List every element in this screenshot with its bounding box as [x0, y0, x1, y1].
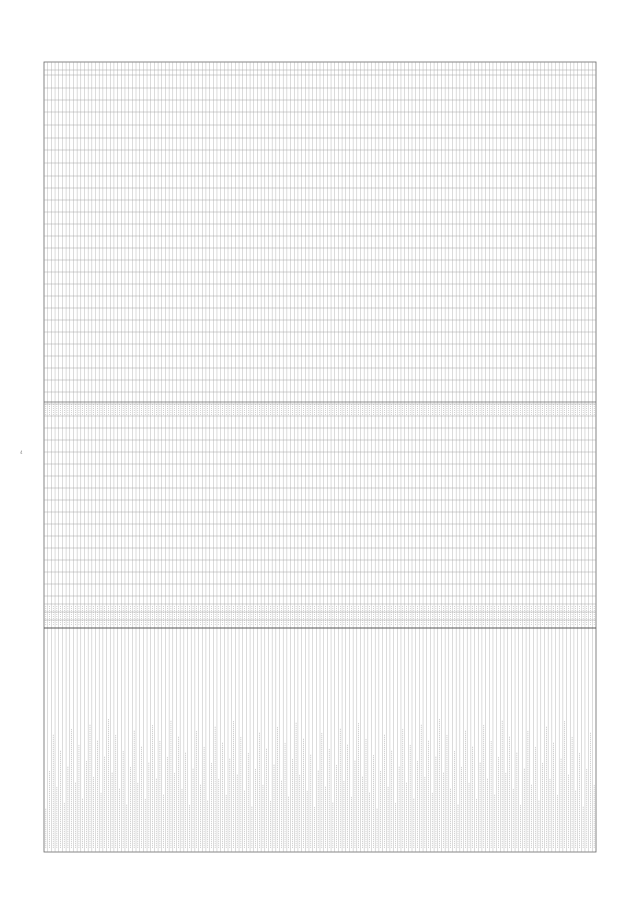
side-page-mark: 4: [20, 450, 23, 455]
